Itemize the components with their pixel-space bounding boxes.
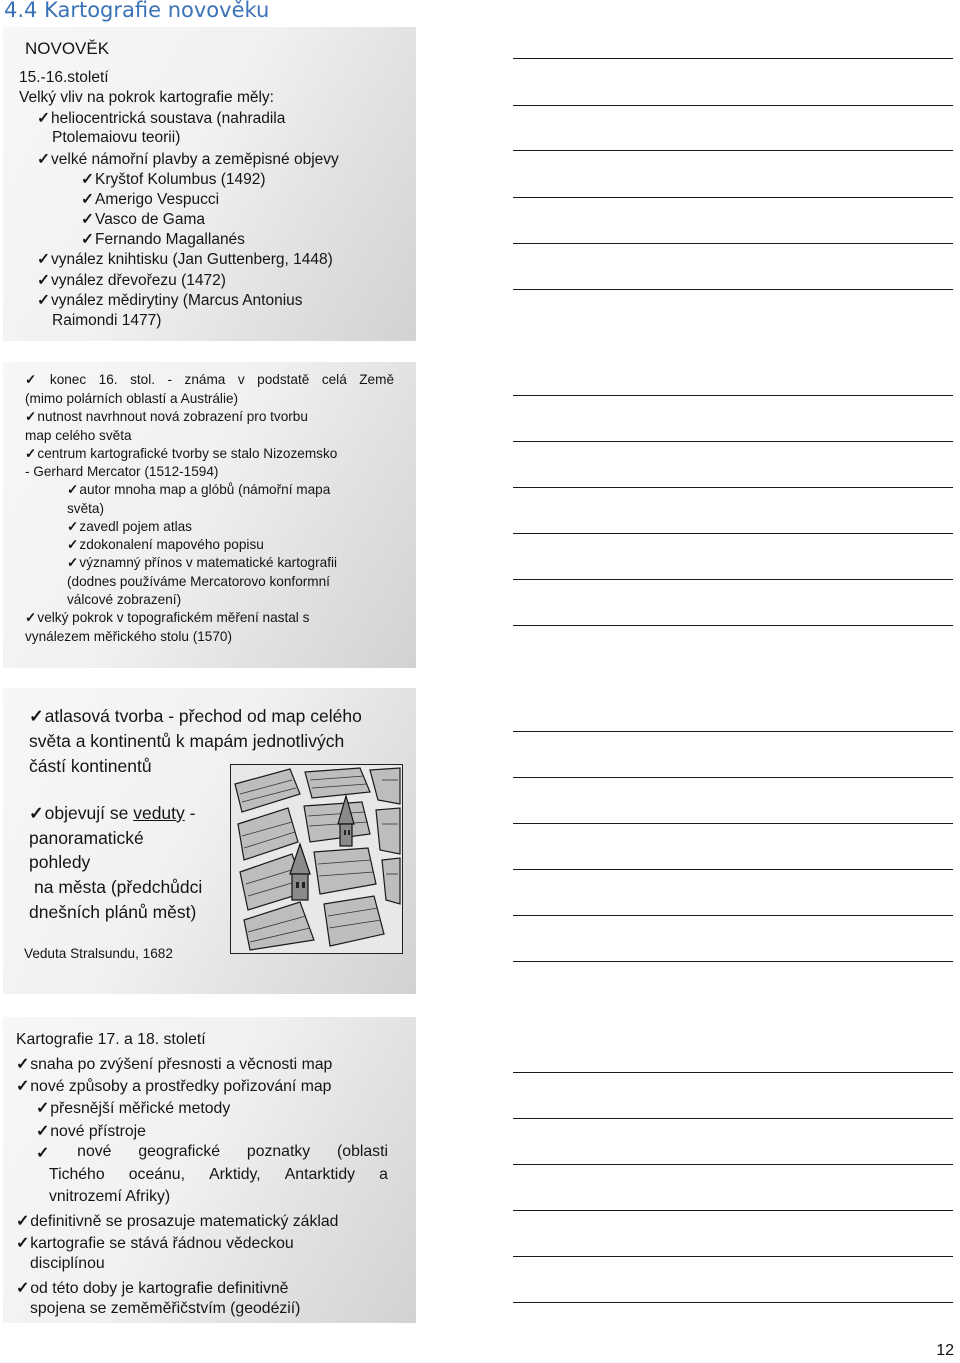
note-line [513, 197, 953, 198]
bullet-continuation: světa a kontinentů k mapám jednotlivých [29, 731, 345, 751]
slide-atlas-veduty [3, 688, 416, 994]
note-line [513, 1256, 953, 1257]
bullet-item: ✓ objevují se veduty - [29, 803, 195, 824]
slide-text: 15.-16.století [19, 69, 109, 86]
bullet-continuation: dnešních plánů měst) [29, 902, 197, 922]
sub-bullet-item: ✓ Kryštof Kolumbus (1492) [81, 170, 266, 189]
bullet-continuation: Raimondi 1477) [52, 312, 162, 329]
bullet-item: ✓ vynález mědirytiny (Marcus Antonius [37, 291, 303, 310]
bullet-item: ✓ velký pokrok v topografickém měření nastal s [25, 610, 309, 626]
sub-bullet-item: ✓ Vasco de Gama [81, 210, 205, 229]
bullet-continuation: spojena se zeměměřičstvím (geodézií) [30, 1300, 301, 1317]
bullet-continuation: (dodnes používáme Mercatorovo konformní [67, 574, 330, 589]
bullet-continuation: map celého světa [25, 428, 132, 443]
note-line [513, 625, 953, 626]
sub-bullet-item: ✓ přesnější měřické metody [36, 1098, 230, 1118]
bullet-continuation: Tichého oceánu, Arktidy, Antarktidy a [49, 1166, 388, 1183]
sub-bullet-item: ✓ Amerigo Vespucci [81, 190, 219, 209]
bullet-item: ✓ centrum kartografické tvorby se stalo Nizozemsko [25, 446, 337, 462]
bullet-continuation: částí kontinentů [29, 756, 152, 776]
bullet-item: ✓ vynález dřevořezu (1472) [37, 271, 226, 290]
note-line [513, 533, 953, 534]
bullet-continuation: panoramatické [29, 828, 144, 848]
note-line [513, 1302, 953, 1303]
page-number: 12 [936, 1342, 954, 1359]
slide-16th-century [3, 362, 416, 668]
note-line [513, 1072, 953, 1073]
note-line [513, 579, 953, 580]
bullet-item: ✓ atlasová tvorba - přechod od map celého [29, 706, 362, 727]
bullet-item: ✓ kartografie se stává řádnou vědeckou [16, 1233, 294, 1253]
bullet-item: ✓ konec 16. stol. - známa v podstatě celá Země [25, 372, 394, 388]
note-line [513, 441, 953, 442]
note-line [513, 1210, 953, 1211]
bullet-continuation: válcové zobrazení) [67, 592, 182, 607]
note-line [513, 823, 953, 824]
note-line [513, 487, 953, 488]
note-line [513, 289, 953, 290]
bullet-item: ✓ nové způsoby a prostředky pořizování map [16, 1076, 331, 1096]
bullet-continuation: na města (předchůdci [34, 877, 203, 897]
sub-bullet-item: ✓ zavedl pojem atlas [67, 519, 192, 535]
bullet-item: ✓ od této doby je kartografie definitivně [16, 1278, 288, 1298]
note-line [513, 869, 953, 870]
sub-bullet-item: ✓ autor mnoha map a glóbů (námořní mapa [67, 482, 330, 498]
veduta-engraving-image [230, 764, 403, 954]
slide-text: Velký vliv na pokrok kartografie měly: [19, 89, 274, 106]
sub-bullet-item: ✓ zdokonalení mapového popisu [67, 537, 264, 553]
sub-bullet-item: ✓ nové geografické poznatky (oblasti [36, 1143, 388, 1163]
slide-title: Kartografie 17. a 18. století [16, 1031, 206, 1048]
bullet-continuation: - Gerhard Mercator (1512-1594) [25, 464, 219, 479]
note-line [513, 395, 953, 396]
bullet-item: ✓ nutnost navrhnout nová zobrazení pro tvorbu [25, 409, 308, 425]
note-line [513, 150, 953, 151]
note-line [513, 243, 953, 244]
bullet-continuation: pohledy [29, 852, 91, 872]
image-caption: Veduta Stralsundu, 1682 [24, 946, 173, 961]
slide-title: NOVOVĚK [25, 39, 110, 58]
bullet-continuation: světa) [67, 501, 105, 516]
section-heading: 4.4 Kartografie novověku [4, 0, 270, 22]
bullet-item: ✓ snaha po zvýšení přesnosti a věcnosti map [16, 1054, 332, 1074]
note-line [513, 105, 953, 106]
bullet-item: ✓ heliocentrická soustava (nahradila [37, 109, 285, 128]
sub-bullet-item: ✓ nové přístroje [36, 1121, 146, 1141]
note-line [513, 777, 953, 778]
bullet-continuation: Ptolemaiovu teorii) [52, 129, 181, 146]
note-line [513, 58, 953, 59]
bullet-item: ✓ vynález knihtisku (Jan Guttenberg, 1448) [37, 250, 333, 269]
bullet-continuation: (mimo polárních oblastí a Austrálie) [25, 391, 239, 406]
note-line [513, 731, 953, 732]
bullet-continuation: vnitrozemí Afriky) [49, 1188, 171, 1205]
bullet-continuation: disciplínou [30, 1255, 105, 1272]
sub-bullet-item: ✓ Fernando Magallanés [81, 230, 245, 249]
bullet-item: ✓ definitivně se prosazuje matematický základ [16, 1211, 338, 1231]
slide-17-18-century [3, 1017, 416, 1323]
bullet-continuation: vynálezem měřického stolu (1570) [25, 629, 233, 644]
slide-novovek [3, 27, 416, 341]
sub-bullet-item: ✓ významný přínos v matematické kartografii [67, 555, 337, 571]
note-line [513, 1164, 953, 1165]
note-line [513, 915, 953, 916]
note-line [513, 961, 953, 962]
bullet-item: ✓ velké námořní plavby a zeměpisné objevy [37, 150, 339, 169]
veduty-link: veduty [133, 803, 185, 823]
note-line [513, 1118, 953, 1119]
